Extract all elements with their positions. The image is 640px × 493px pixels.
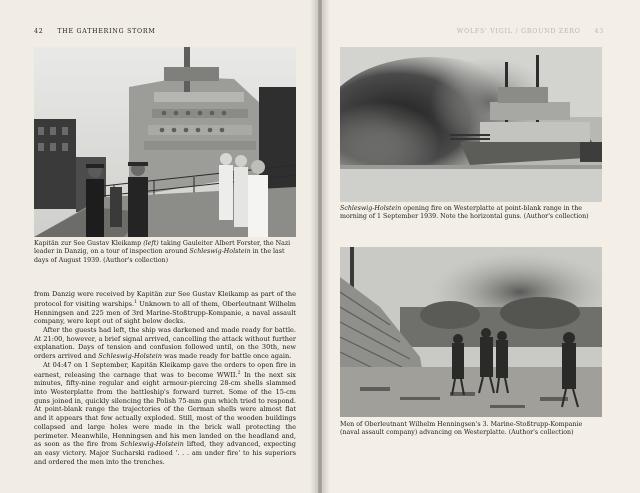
- caption-inspection-tour-italic-left: (left): [143, 240, 159, 247]
- right-page: [322, 0, 640, 493]
- photo-inspection-tour-image: [34, 47, 296, 237]
- page-number-right: 43: [594, 28, 604, 35]
- caption-opening-fire: [340, 205, 602, 222]
- running-head-right-title: WOLFS' VIGIL / GROUND ZERO: [456, 28, 581, 35]
- caption-inspection-tour-ship-name: Schleswig-Holstein: [189, 248, 251, 256]
- paragraph-3-part-c: lifted, they advanced, expecting an easy victory. Major Sucharski radioed '. . . am under fire' to his superiors and ordered the men into the trenches.: [34, 440, 296, 466]
- paragraph-1-part-b: Unknown to all of them, Oberleutnant Wilhelm Henningsen and 225 men of 3rd Marine-Stoßtrupp-Kompanie, a naval assault company, were kept out of sight below decks.: [34, 299, 297, 326]
- caption-assault-company: [340, 421, 602, 438]
- left-page: [0, 0, 318, 493]
- photo-opening-fire: [340, 47, 602, 202]
- body-text: [34, 290, 296, 466]
- photo-assault-company-image: [340, 247, 602, 417]
- photo-inspection-tour: [34, 47, 296, 237]
- caption-inspection-tour: [34, 240, 296, 265]
- photo-opening-fire-image: [340, 47, 602, 202]
- paragraph-3-ship-name: Schleswig-Holstein: [120, 440, 184, 449]
- running-head-title: THE GATHERING STORM: [57, 28, 156, 35]
- caption-inspection-tour-text-2: taking Gauleiter Albert Forster, the Nazi leader in Danzig, on a tour of inspection around: [34, 240, 291, 256]
- paragraph-2: [34, 326, 296, 361]
- paragraph-2-part-a: After the guests had left, the ship was darkened and made ready for battle. At 21:00, however, a brief signal arrived, cancelling the attack without further explanation. Days of tension and confusion followed until, on the 30th, new orders arrived and: [34, 325, 296, 361]
- caption-inspection-tour-text-1: Kapitän zur See Gustav Kleikamp: [34, 240, 144, 247]
- caption-inspection-tour-text-3: in the last days of August 1939. (Author's collection): [34, 248, 285, 264]
- paragraph-3-part-b: In the next six minutes, fifty-nine regular and eight armour-piercing 28-cm shells slammed into Westerplatte from the battleship's forward turret. Some of the 15-cm guns joined in, quickly silencing the Polish 75-mm gun which tried to respond. At point-blank range the trajectories of the German shells were almost flat and it appears that few actually exploded. Still, most of the wooden buildings collapsed and large holes were made in the brick wall protecting the perimeter. Meanwhile, Henningsen and his men landed on the headland and, as soon as the fire from: [34, 370, 296, 449]
- caption-opening-fire-text: opening fire on Westerplatte at point-blank range in the morning of 1 September 1939. Note the horizontal guns. (Author's collection): [340, 205, 589, 221]
- photo-assault-company: [340, 247, 602, 417]
- caption-opening-fire-ship-name: Schleswig-Holstein: [340, 205, 402, 212]
- paragraph-3: [34, 361, 296, 467]
- paragraph-1-part-a: from Danzig were received by Kapitän zur See Gustav Kleikamp as part of the protocol for visiting warships.: [34, 290, 296, 308]
- paragraph-1: [34, 290, 296, 326]
- footnote-marker-1: 1: [134, 299, 137, 305]
- book-gutter: [310, 0, 330, 493]
- paragraph-2-ship-name: Schleswig-Holstein: [98, 352, 162, 361]
- page-number-left: 42: [34, 28, 44, 35]
- paragraph-2-part-b: was made ready for battle once again.: [161, 352, 292, 361]
- caption-assault-company-text: Men of Oberleutnant Wilhelm Henningsen's 3. Marine-Stoßtrupp-Kompanie (naval assault company) advancing on Westerplatte. (Author's collection): [340, 421, 583, 437]
- left-running-head: [34, 28, 156, 35]
- right-running-head: [457, 28, 604, 35]
- footnote-marker-2: 2: [237, 370, 241, 376]
- paragraph-3-part-a: At 04:47 on 1 September, Kapitän Kleikamp gave the orders to open fire in earnest, releasing the carnage that was to become WWII.: [34, 360, 296, 379]
